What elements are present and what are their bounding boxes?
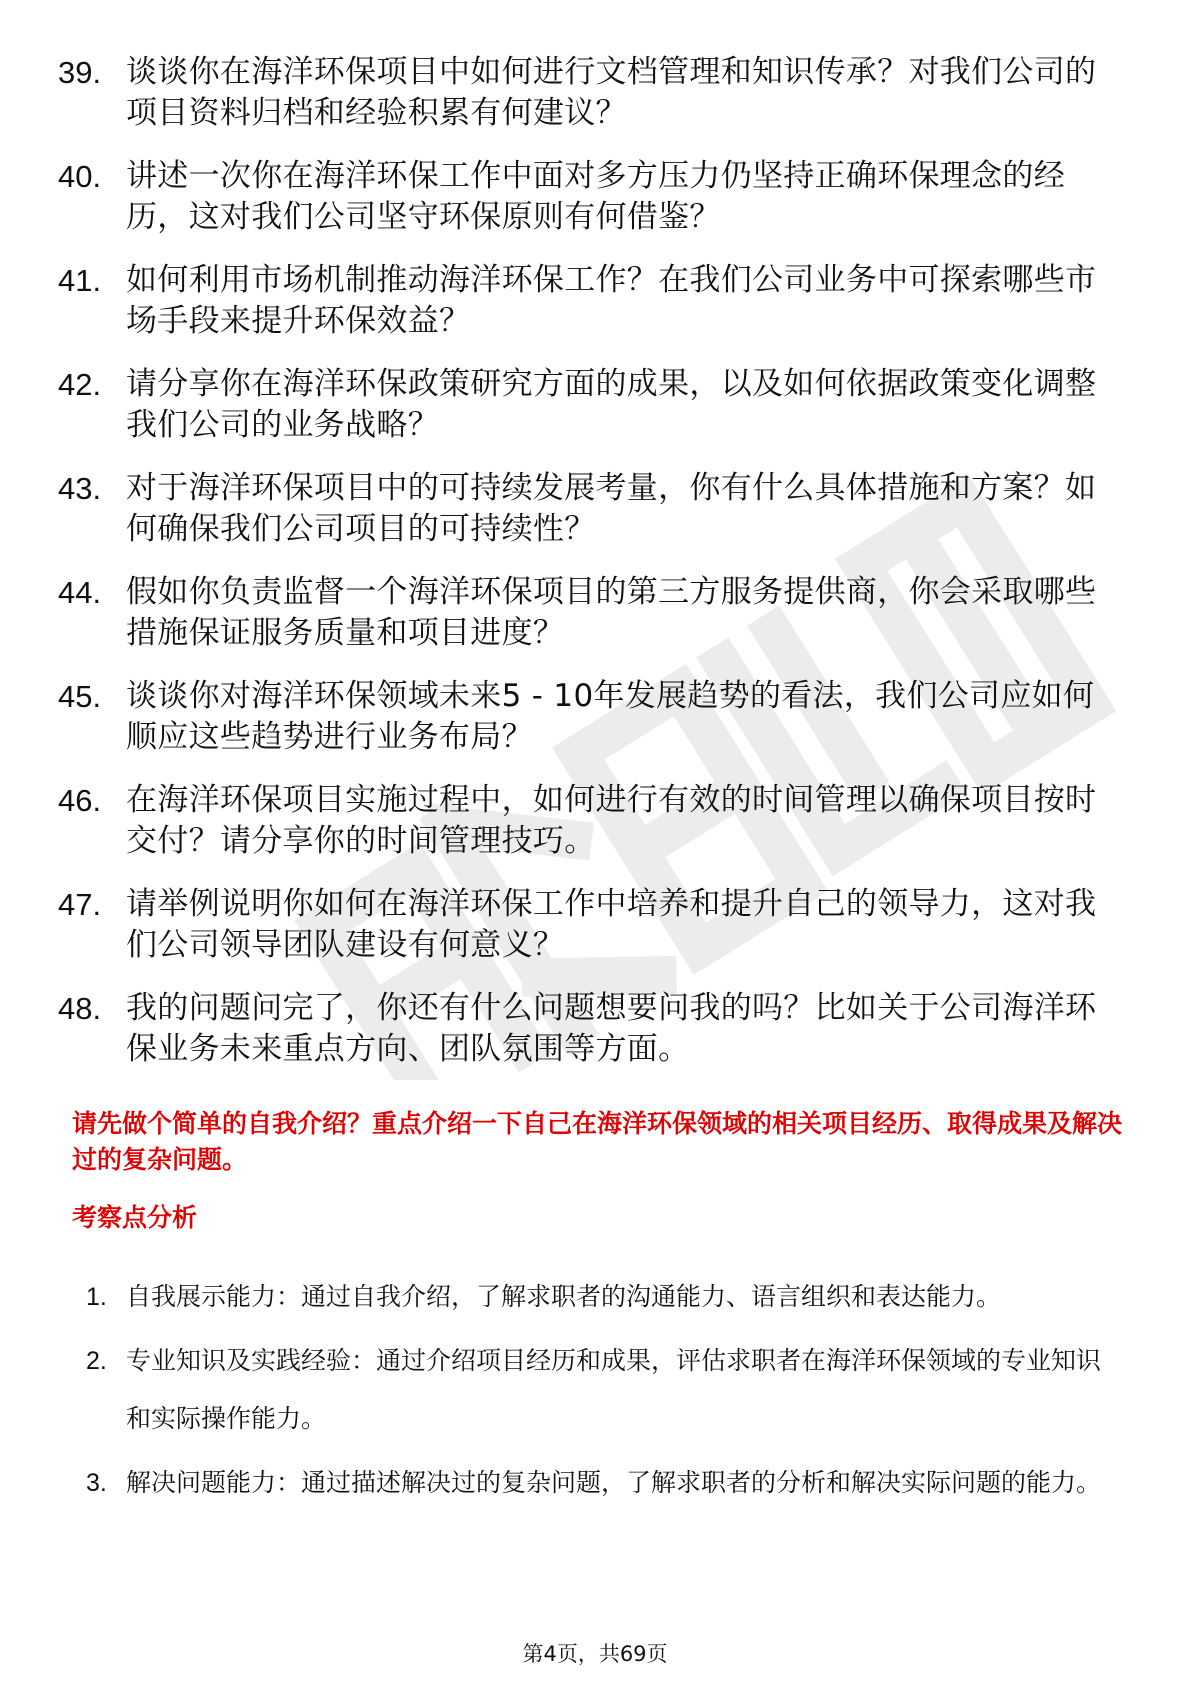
analysis-heading: 考察点分析 <box>72 1203 198 1232</box>
question-text: 谈谈你在海洋环保项目中如何进行文档管理和知识传承？对我们公司的项目资料归档和经验积累有何建议？ <box>126 54 1097 131</box>
question-number: 43. <box>58 471 102 506</box>
question-item <box>58 988 1138 1070</box>
question-text: 讲述一次你在海洋环保工作中面对多方压力仍坚持正确环保理念的经历，这对我们公司坚守环保原则有何借鉴？ <box>126 158 1065 235</box>
question-text: 对于海洋环保项目中的可持续发展考量，你有什么具体措施和方案？如何确保我们公司项目的可持续性？ <box>126 470 1097 547</box>
question-item <box>58 468 1138 550</box>
analysis-point-number: 2. <box>86 1347 107 1375</box>
question-text: 我的问题问完了，你还有什么问题想要问我的吗？比如关于公司海洋环保业务未来重点方向、团队氛围等方面。 <box>126 990 1097 1067</box>
analysis-point-number: 1. <box>86 1283 107 1311</box>
question-text: 谈谈你对海洋环保领域未来5 - 10年发展趋势的看法，我们公司应如何顺应这些趋势进行业务布局？ <box>126 678 1095 755</box>
page-footer: 第4页，共69页 <box>522 1642 668 1666</box>
question-number: 41. <box>58 263 102 298</box>
analysis-point <box>86 1332 1126 1448</box>
question-number: 40. <box>58 159 102 194</box>
question-text: 请举例说明你如何在海洋环保工作中培养和提升自己的领导力，这对我们公司领导团队建设有何意义？ <box>126 886 1097 963</box>
question-item <box>58 676 1138 758</box>
analysis-point-number: 3. <box>86 1469 107 1497</box>
question-number: 42. <box>58 367 102 402</box>
question-text: 如何利用市场机制推动海洋环保工作？在我们公司业务中可探索哪些市场手段来提升环保效益？ <box>126 262 1097 339</box>
question-text: 请分享你在海洋环保政策研究方面的成果，以及如何依据政策变化调整我们公司的业务战略？ <box>126 366 1097 443</box>
question-number: 47. <box>58 887 102 922</box>
analysis-point-text: 解决问题能力：通过描述解决过的复杂问题，了解求职者的分析和解决实际问题的能力。 <box>126 1468 1102 1497</box>
analysis-point <box>86 1268 1126 1326</box>
analysis-point-text: 专业知识及实践经验：通过介绍项目经历和成果，评估求职者在海洋环保领域的专业知识和实际操作能力。 <box>126 1346 1102 1433</box>
analysis-point-text: 自我展示能力：通过自我介绍，了解求职者的沟通能力、语言组织和表达能力。 <box>126 1282 1002 1311</box>
question-text: 在海洋环保项目实施过程中，如何进行有效的时间管理以确保项目按时交付？请分享你的时间管理技巧。 <box>126 782 1097 859</box>
question-item <box>58 780 1138 862</box>
question-number: 45. <box>58 679 102 714</box>
question-number: 44. <box>58 575 102 610</box>
question-item <box>58 572 1138 654</box>
featured-question: 请先做个简单的自我介绍？重点介绍一下自己在海洋环保领域的相关项目经历、取得成果及解决过的复杂问题。 <box>72 1109 1123 1174</box>
analysis-point <box>86 1454 1126 1512</box>
question-list <box>58 52 1138 1092</box>
question-item <box>58 52 1138 134</box>
question-item <box>58 156 1138 238</box>
analysis-point-list <box>86 1268 1126 1518</box>
question-text: 假如你负责监督一个海洋环保项目的第三方服务提供商，你会采取哪些措施保证服务质量和项目进度？ <box>126 574 1097 651</box>
question-item <box>58 884 1138 966</box>
question-item <box>58 364 1138 446</box>
question-number: 39. <box>58 55 102 90</box>
question-number: 48. <box>58 991 102 1026</box>
question-number: 46. <box>58 783 102 818</box>
question-item <box>58 260 1138 342</box>
